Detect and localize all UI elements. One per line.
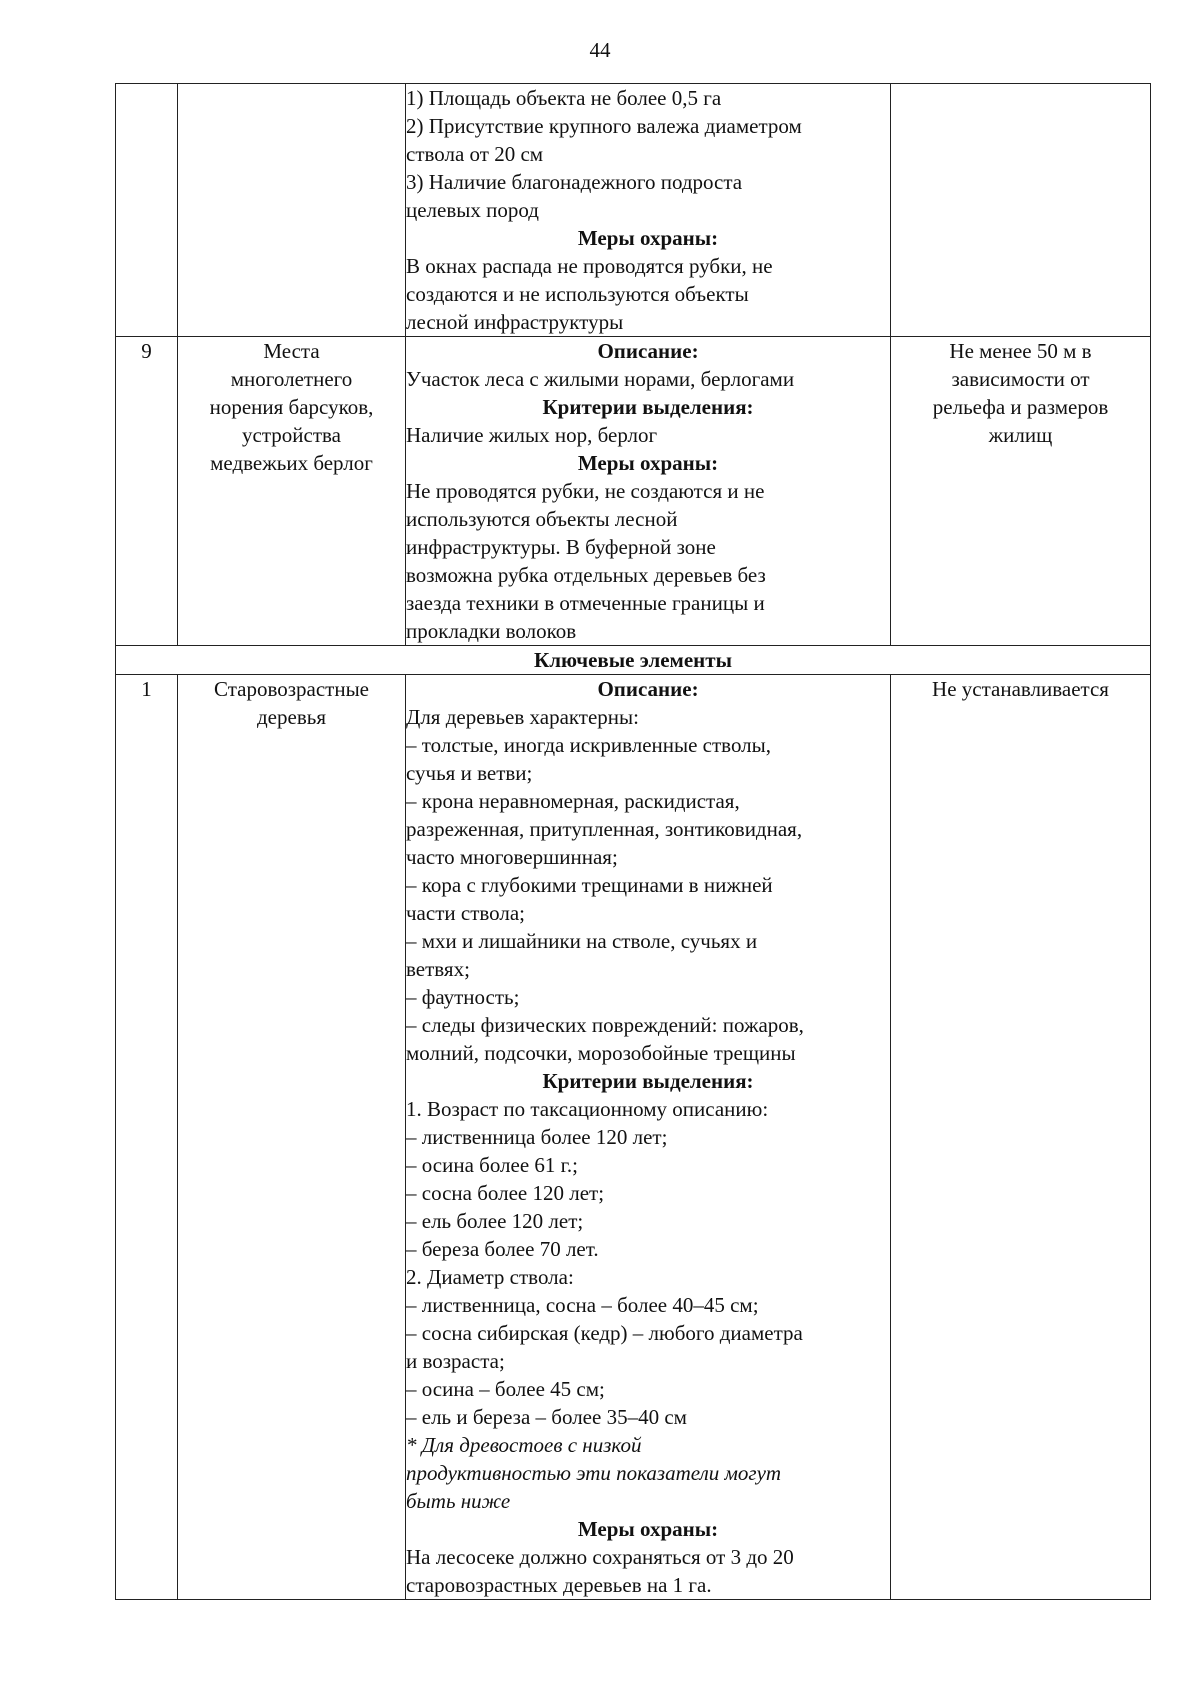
criteria-heading: Меры охраны: bbox=[577, 1517, 719, 1541]
criteria-heading: Критерии выделения: bbox=[542, 1069, 754, 1093]
criteria-text-line: Для деревьев характерны: bbox=[406, 705, 639, 729]
criteria-text-line: – толстые, иногда искривленные стволы, bbox=[406, 733, 772, 757]
object-name-line: Старовозрастные bbox=[213, 677, 370, 701]
criteria-text-line: – лиственница более 120 лет; bbox=[406, 1125, 668, 1149]
table-section bbox=[116, 646, 1151, 675]
buffer-zone-line: зависимости от bbox=[951, 367, 1090, 391]
criteria-text-line: лесной инфраструктуры bbox=[406, 310, 624, 334]
criteria-text-line: 1) Площадь объекта не более 0,5 га bbox=[406, 86, 722, 110]
criteria-cell bbox=[406, 337, 891, 646]
criteria-note-line: продуктивностью эти показатели могут bbox=[406, 1461, 782, 1485]
buffer-zone-line: Не менее 50 м в bbox=[949, 339, 1092, 363]
section-row bbox=[116, 646, 1151, 675]
table-row bbox=[116, 84, 1151, 337]
table-row bbox=[116, 675, 1151, 1600]
row-number bbox=[116, 84, 178, 337]
criteria-text-line: возможна рубка отдельных деревьев без bbox=[406, 563, 766, 587]
buffer-zone-cell bbox=[891, 84, 1151, 337]
criteria-heading: Меры охраны: bbox=[577, 226, 719, 250]
criteria-text-line: – сосна сибирская (кедр) – любого диаметра bbox=[406, 1321, 803, 1345]
criteria-note-line: * Для древостоев с низкой bbox=[406, 1433, 642, 1457]
criteria-heading: Описание: bbox=[597, 339, 699, 363]
criteria-text-line: ветвях; bbox=[406, 957, 470, 981]
criteria-text-line: – мхи и лишайники на стволе, сучьях и bbox=[406, 929, 758, 953]
criteria-text-line: старовозрастных деревьев на 1 га. bbox=[406, 1573, 712, 1597]
criteria-text-line: сучья и ветви; bbox=[406, 761, 533, 785]
criteria-heading: Меры охраны: bbox=[577, 451, 719, 475]
criteria-text-line: Наличие жилых нор, берлог bbox=[406, 423, 658, 447]
table-body-top bbox=[116, 84, 1151, 646]
buffer-zone-cell bbox=[891, 337, 1151, 646]
table-body-bottom bbox=[116, 675, 1151, 1600]
criteria-cell bbox=[406, 675, 891, 1600]
criteria-text-line: прокладки волоков bbox=[406, 619, 577, 643]
criteria-text-line: 2. Диаметр ствола: bbox=[406, 1265, 574, 1289]
table-row bbox=[116, 337, 1151, 646]
criteria-text-line: – фаутность; bbox=[406, 985, 520, 1009]
criteria-text-line: часто многовершинная; bbox=[406, 845, 618, 869]
criteria-text-line: – ель более 120 лет; bbox=[406, 1209, 584, 1233]
criteria-text-line: – береза более 70 лет. bbox=[406, 1237, 599, 1261]
object-name-cell bbox=[178, 337, 406, 646]
section-title: Ключевые элементы bbox=[116, 646, 1151, 675]
criteria-text-line: Не проводятся рубки, не создаются и не bbox=[406, 479, 765, 503]
criteria-text-line: целевых пород bbox=[406, 198, 539, 222]
criteria-text-line: – крона неравномерная, раскидистая, bbox=[406, 789, 740, 813]
criteria-text-line: 3) Наличие благонадежного подроста bbox=[406, 170, 743, 194]
criteria-text-line: 1. Возраст по таксационному описанию: bbox=[406, 1097, 769, 1121]
buffer-zone-line: жилищ bbox=[988, 423, 1053, 447]
object-name-cell bbox=[178, 675, 406, 1600]
buffer-zone-line: рельефа и размеров bbox=[932, 395, 1109, 419]
criteria-text-line: – ель и береза – более 35–40 см bbox=[406, 1405, 687, 1429]
criteria-text-line: молний, подсочки, морозобойные трещины bbox=[406, 1041, 796, 1065]
criteria-text-line: инфраструктуры. В буферной зоне bbox=[406, 535, 716, 559]
object-name-line: норения барсуков, bbox=[209, 395, 374, 419]
criteria-text-line: – осина более 61 г.; bbox=[406, 1153, 578, 1177]
criteria-note-line: быть ниже bbox=[406, 1489, 511, 1513]
criteria-text-line: разреженная, притупленная, зонтиковидная, bbox=[406, 817, 803, 841]
criteria-text-line: Участок леса с жилыми норами, берлогами bbox=[406, 367, 795, 391]
buffer-zone-line: Не устанавливается bbox=[932, 677, 1109, 701]
criteria-text-line: ствола от 20 см bbox=[406, 142, 544, 166]
criteria-text-line: – осина – более 45 см; bbox=[406, 1377, 605, 1401]
criteria-text-line: В окнах распада не проводятся рубки, не bbox=[406, 254, 773, 278]
criteria-cell bbox=[406, 84, 891, 337]
criteria-text-line: – кора с глубокими трещинами в нижней bbox=[406, 873, 773, 897]
buffer-zone-cell bbox=[891, 675, 1151, 1600]
criteria-text-line: – сосна более 120 лет; bbox=[406, 1181, 605, 1205]
object-name-cell bbox=[178, 84, 406, 337]
page-number: 44 bbox=[589, 38, 611, 62]
row-number: 9 bbox=[116, 337, 178, 646]
criteria-text-line: части ствола; bbox=[406, 901, 525, 925]
criteria-text-line: создаются и не используются объекты bbox=[406, 282, 749, 306]
row-number: 1 bbox=[116, 675, 178, 1600]
criteria-text-line: 2) Присутствие крупного валежа диаметром bbox=[406, 114, 802, 138]
object-name-line: многолетнего bbox=[230, 367, 353, 391]
object-name-line: деревья bbox=[257, 705, 326, 729]
criteria-text-line: заезда техники в отмеченные границы и bbox=[406, 591, 765, 615]
criteria-text-line: – следы физических повреждений: пожаров, bbox=[406, 1013, 804, 1037]
object-name-line: медвежьих берлог bbox=[210, 451, 373, 475]
object-name-line: устройства bbox=[242, 423, 341, 447]
criteria-heading: Описание: bbox=[597, 677, 699, 701]
criteria-heading: Критерии выделения: bbox=[542, 395, 754, 419]
object-name-line: Места bbox=[263, 339, 320, 363]
criteria-text-line: и возраста; bbox=[406, 1349, 505, 1373]
criteria-text-line: используются объекты лесной bbox=[406, 507, 678, 531]
measures-table bbox=[115, 83, 1151, 1600]
criteria-text-line: На лесосеке должно сохраняться от 3 до 20 bbox=[406, 1545, 794, 1569]
criteria-text-line: – лиственница, сосна – более 40–45 см; bbox=[406, 1293, 759, 1317]
